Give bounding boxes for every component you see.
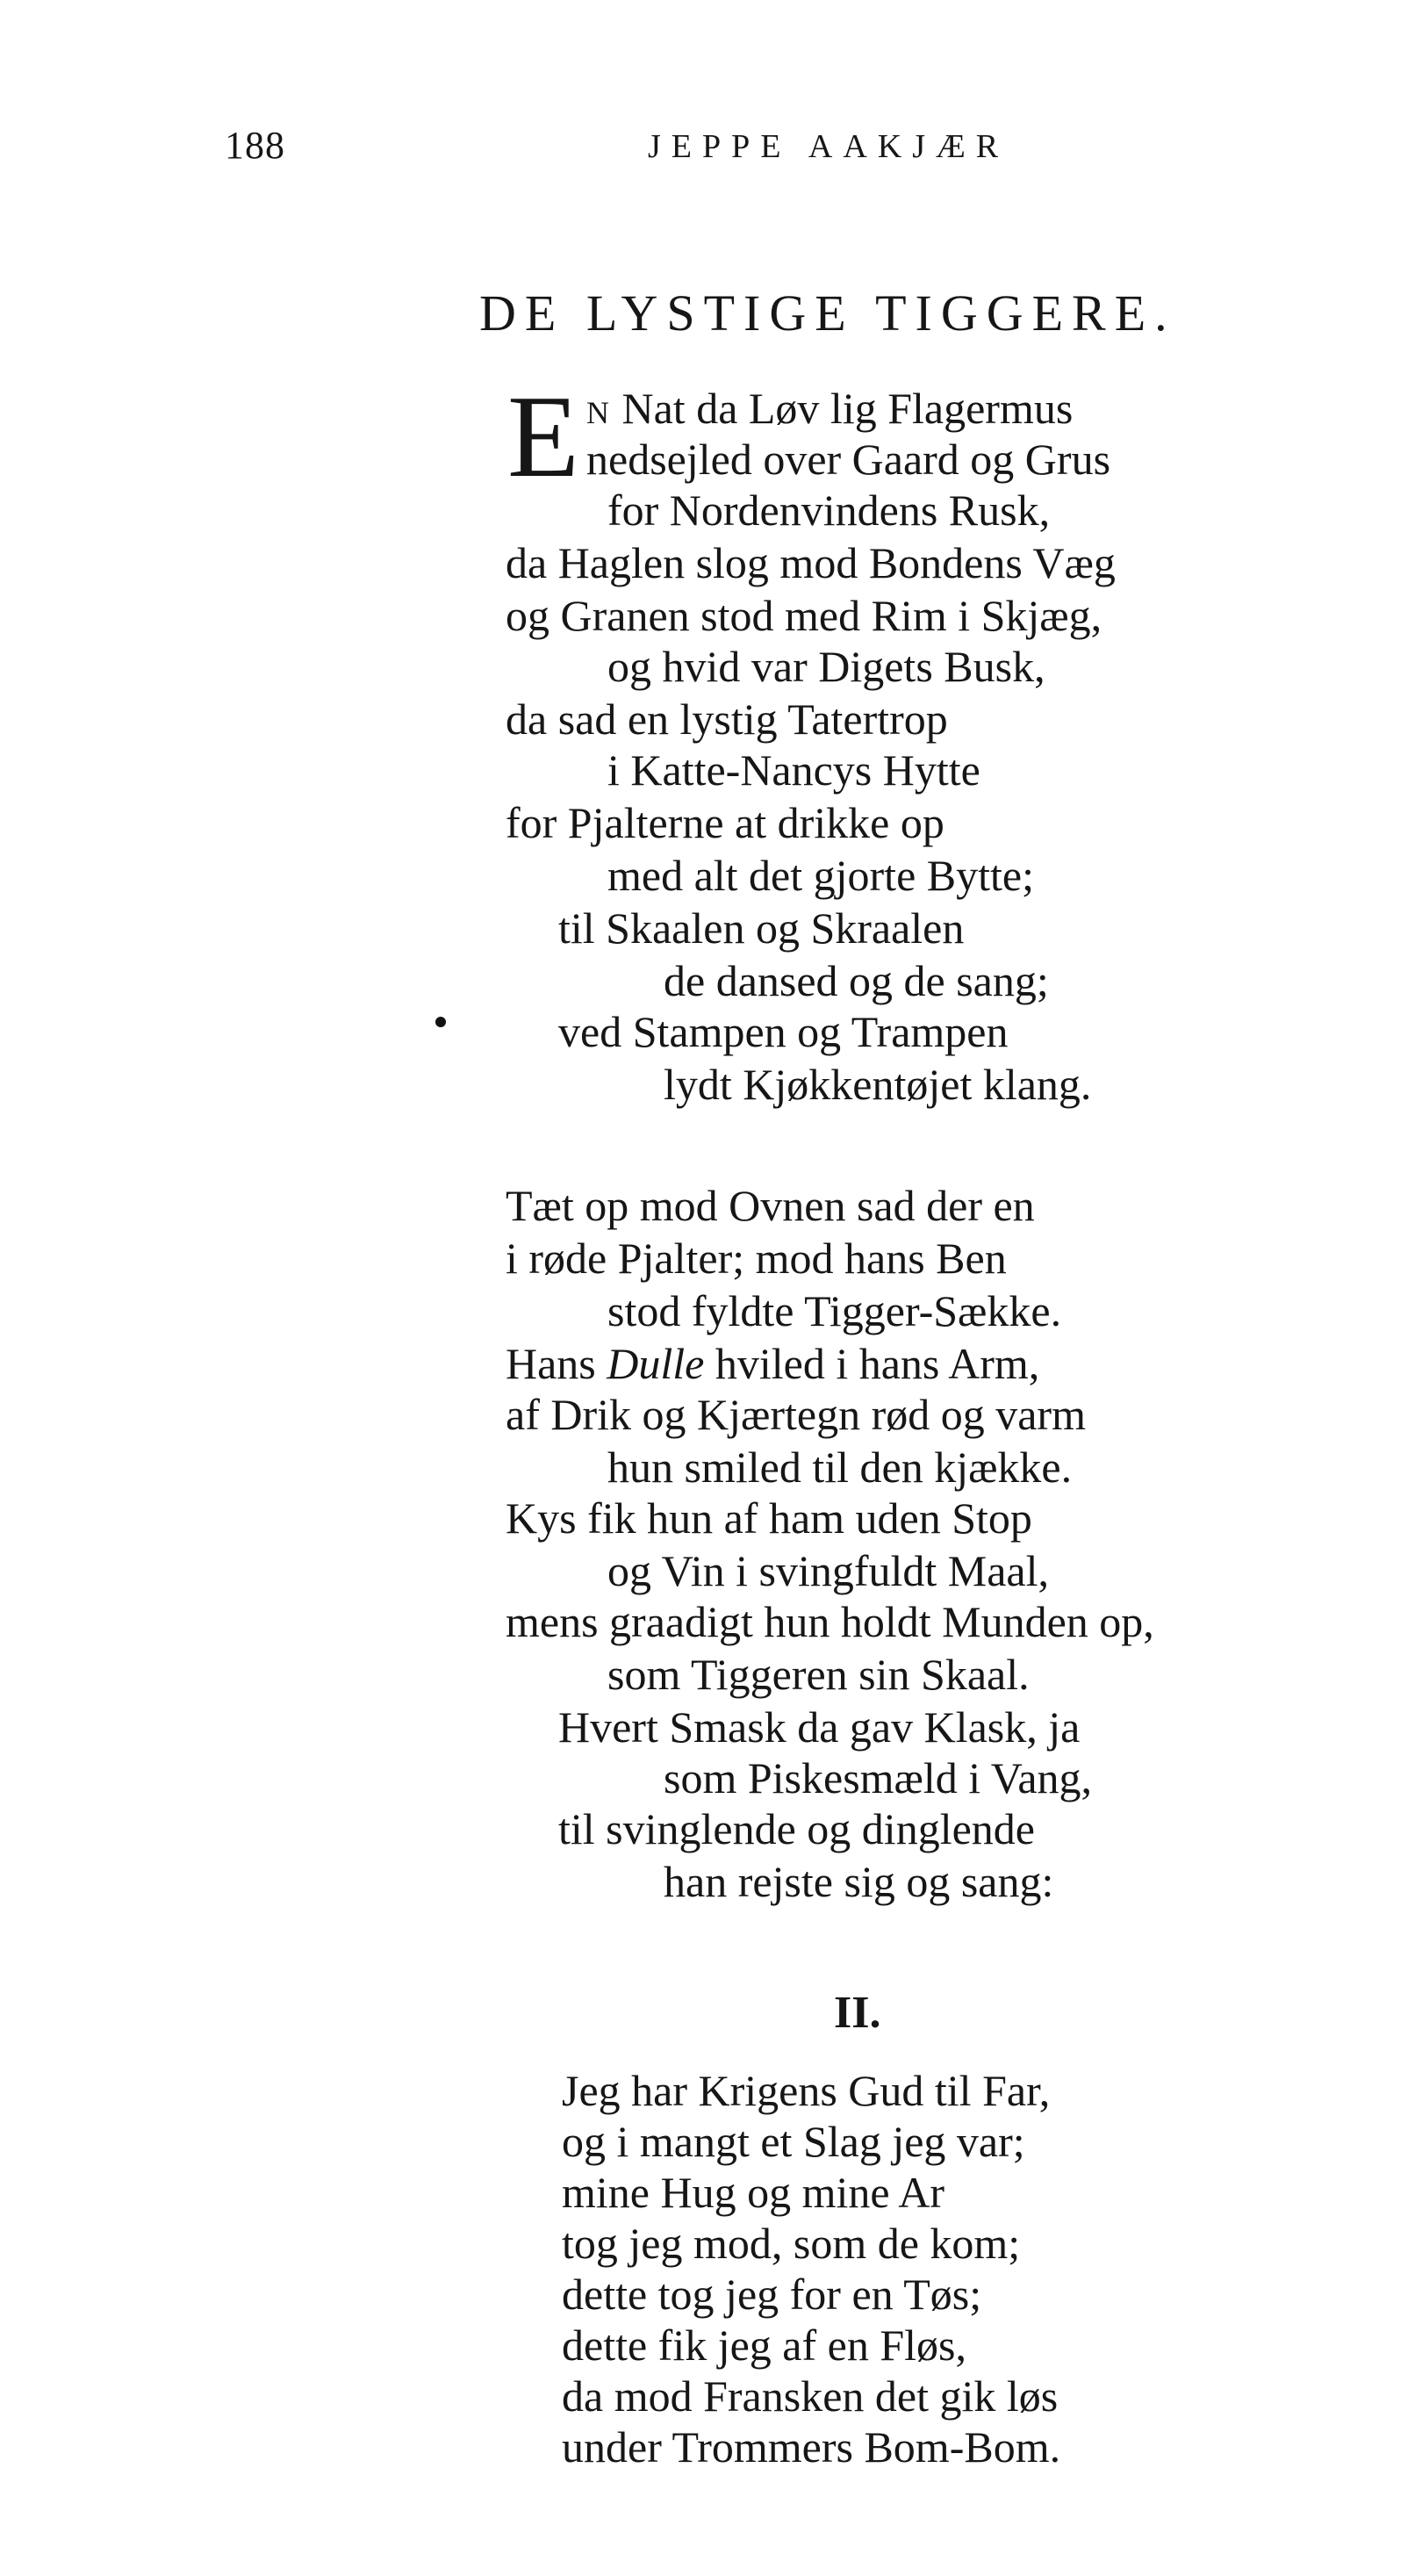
line-text: hviled i hans Arm, — [704, 1339, 1040, 1388]
poem-line: de dansed og de sang; — [664, 956, 1049, 1005]
poem-line: han rejste sig og sang: — [664, 1857, 1054, 1906]
poem-line: Tæt op mod Ovnen sad der en — [506, 1181, 1035, 1230]
ink-speck — [435, 1017, 446, 1027]
poem-line: Kys fik hun af ham uden Stop — [506, 1493, 1032, 1543]
poem-line: stod fyldte Tigger-Sække. — [607, 1286, 1062, 1335]
poem-line: med alt det gjorte Bytte; — [607, 851, 1034, 900]
section-number: II. — [834, 1988, 881, 2038]
line-text: Hans — [506, 1339, 607, 1388]
running-head: JEPPE AAKJÆR — [648, 128, 1009, 165]
poem-line: i røde Pjalter; mod hans Ben — [506, 1234, 1007, 1283]
poem-line: som Piskesmæld i Vang, — [664, 1753, 1093, 1802]
poem-line — [586, 383, 1073, 438]
poem-line: Jeg har Krigens Gud til Far, — [562, 2066, 1051, 2115]
poem-title: DE LYSTIGE TIGGERE. — [479, 284, 1176, 342]
poem-line: og Vin i svingfuldt Maal, — [607, 1546, 1050, 1595]
line-text: Nat da Løv lig Flagermus — [611, 384, 1074, 433]
poem-line: nedsejled over Gaard og Grus — [586, 435, 1111, 484]
poem-line: da sad en lystig Tatertrop — [506, 694, 948, 744]
small-caps-letter: N — [586, 395, 611, 430]
poem-line: tog jeg mod, som de kom; — [562, 2219, 1021, 2268]
poem-line: da Haglen slog mod Bondens Væg — [506, 538, 1116, 587]
poem-line: dette tog jeg for en Tøs; — [562, 2270, 982, 2319]
poem-line: dette fik jeg af en Fløs, — [562, 2321, 966, 2370]
poem-line: Hvert Smask da gav Klask, ja — [558, 1702, 1081, 1752]
poem-line — [506, 1338, 1039, 1389]
poem-line: mens graadigt hun holdt Munden op, — [506, 1597, 1154, 1646]
poem-line: for Nordenvindens Rusk, — [607, 486, 1051, 535]
poem-line: mine Hug og mine Ar — [562, 2168, 945, 2217]
poem-line: til svinglende og dinglende — [558, 1804, 1035, 1853]
poem-line: i Katte-Nancys Hytte — [607, 745, 980, 795]
poem-line: da mod Fransken det gik løs — [562, 2371, 1059, 2421]
poem-line: hun smiled til den kjække. — [607, 1443, 1073, 1492]
poem-line: som Tiggeren sin Skaal. — [607, 1650, 1030, 1699]
poem-line: ved Stampen og Trampen — [558, 1007, 1009, 1056]
italic-name: Dulle — [607, 1339, 705, 1388]
poem-line: og i mangt et Slag jeg var; — [562, 2117, 1025, 2166]
poem-line: og hvid var Digets Busk, — [607, 642, 1045, 691]
poem-line: til Skaalen og Skraalen — [558, 903, 965, 953]
drop-cap: E — [507, 371, 579, 501]
poem-line: under Trommers Bom-Bom. — [562, 2422, 1061, 2472]
poem-line: og Granen stod med Rim i Skjæg, — [506, 591, 1102, 640]
poem-line: lydt Kjøkkentøjet klang. — [664, 1060, 1092, 1109]
poem-line: af Drik og Kjærtegn rød og varm — [506, 1390, 1086, 1439]
page-number: 188 — [225, 124, 285, 167]
poem-line: for Pjalterne at drikke op — [506, 798, 944, 847]
